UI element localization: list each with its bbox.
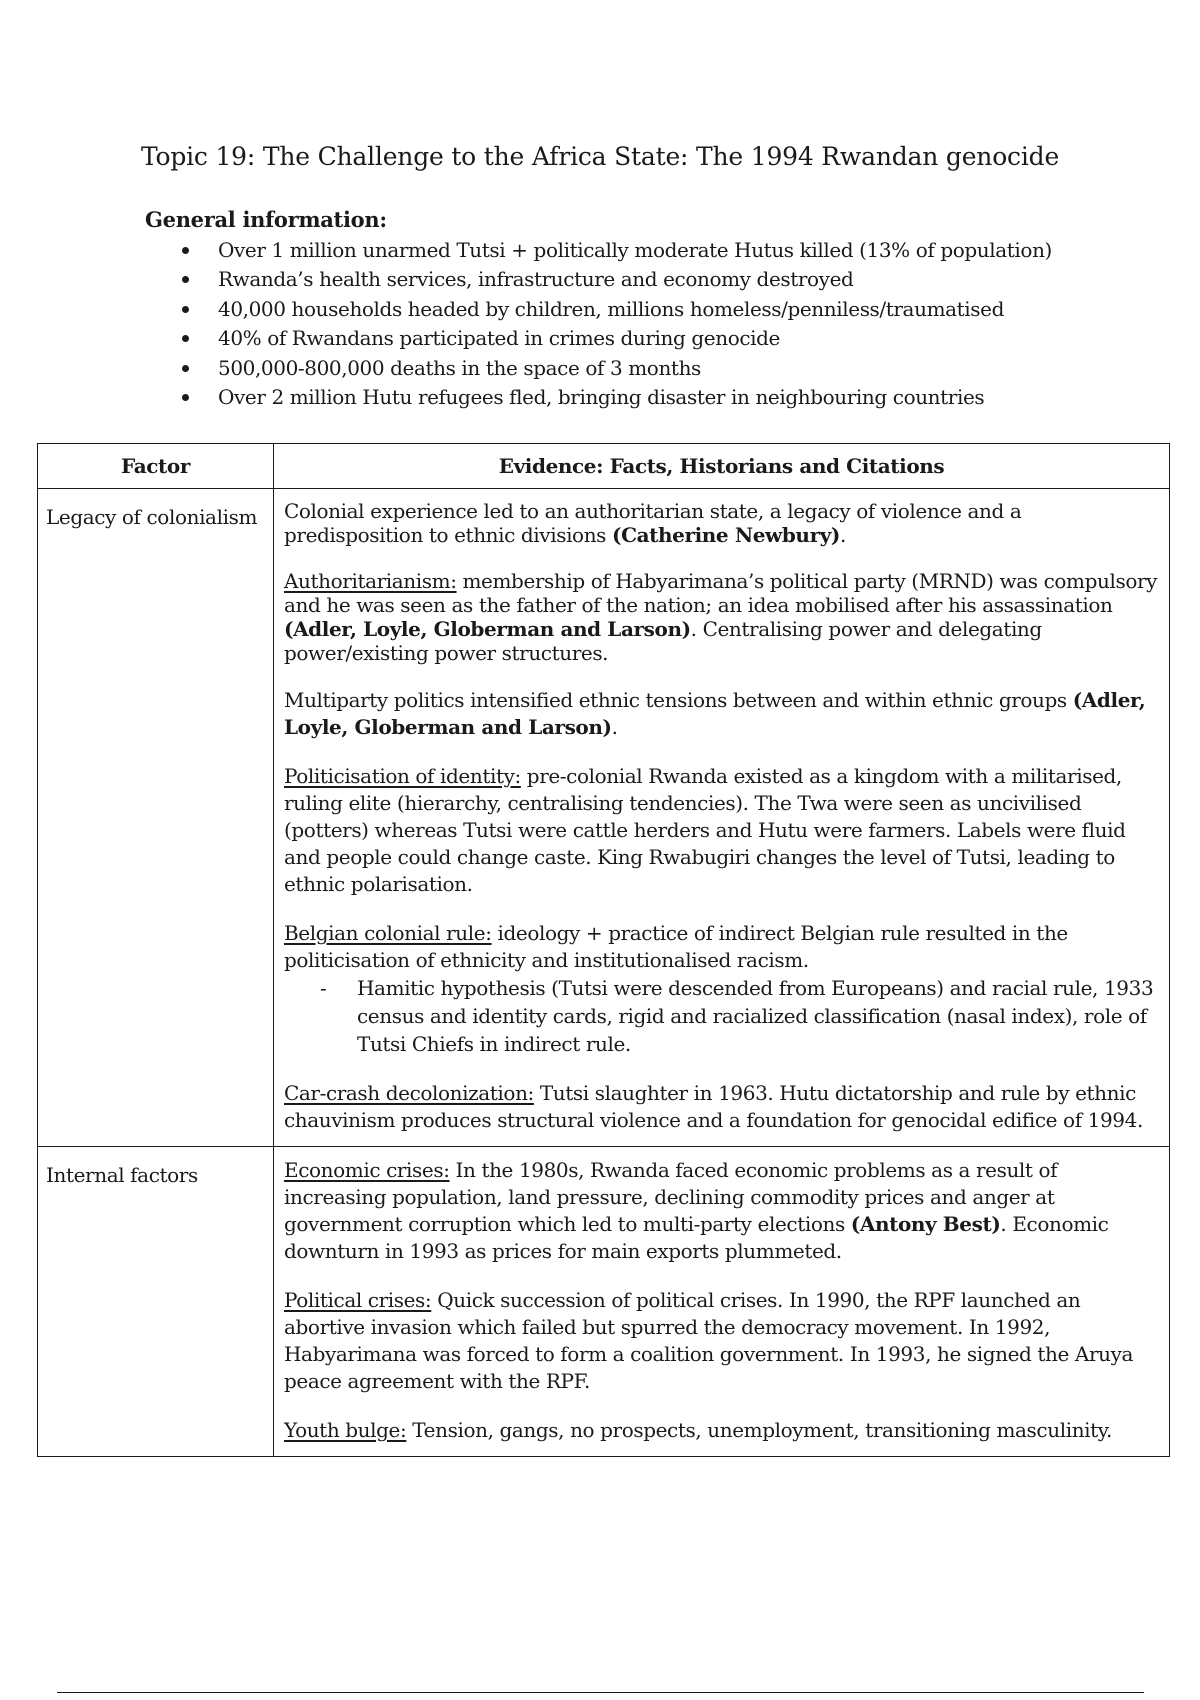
citation: (Antony Best) bbox=[850, 1212, 1001, 1236]
paragraph-text: Quick succession of political crises. In 1990, the RPF launched an abortive invasion which failed but spurred the democracy movement. In 1992, Habyarimana was forced to form a coalition government. In 1993, he signed the Aruya peace agreement with the RPF. bbox=[284, 1288, 1134, 1393]
bullet-icon bbox=[182, 247, 189, 254]
page-title: Topic 19: The Challenge to the Africa State: The 1994 Rwandan genocide bbox=[140, 142, 1060, 171]
table-row bbox=[38, 489, 1170, 1147]
evidence-paragraph bbox=[284, 1417, 1161, 1444]
paragraph-label: Car-crash decolonization: bbox=[284, 1081, 534, 1105]
list-item bbox=[178, 236, 1052, 265]
factors-table bbox=[37, 443, 1170, 1457]
bullet-icon bbox=[182, 306, 189, 313]
citation: (Adler, Loyle, Globerman and Larson) bbox=[284, 617, 691, 641]
general-information-heading: General information: bbox=[145, 207, 387, 232]
list-item bbox=[178, 324, 1052, 353]
evidence-paragraph bbox=[284, 687, 1161, 741]
citation: (Catherine Newbury) bbox=[612, 523, 840, 547]
paragraph-label: Belgian colonial rule: bbox=[284, 921, 492, 945]
list-item bbox=[178, 383, 1052, 412]
paragraph-label: Economic crises: bbox=[284, 1158, 450, 1182]
paragraph-text: membership of Habyarimana’s political party (MRND) was compulsory and he was seen as the father of the nation; an idea mobilised after his assassination bbox=[284, 569, 1158, 617]
evidence-cell bbox=[274, 489, 1170, 1147]
list-item-text: 40% of Rwandans participated in crimes during genocide bbox=[218, 326, 780, 351]
table-row bbox=[38, 1147, 1170, 1457]
bullet-icon bbox=[182, 365, 189, 372]
list-item-text: Over 1 million unarmed Tutsi + politically moderate Hutus killed (13% of population) bbox=[218, 238, 1052, 262]
list-item bbox=[178, 295, 1052, 324]
bullet-icon bbox=[182, 394, 189, 401]
evidence-paragraph bbox=[284, 920, 1161, 974]
paragraph-end: . Economic downturn in 1993 as prices for main exports plummeted. bbox=[284, 1212, 1109, 1263]
bullet-icon bbox=[182, 276, 189, 283]
evidence-column-header: Evidence: Facts, Historians and Citations bbox=[274, 444, 1170, 489]
general-information-list bbox=[178, 236, 1052, 412]
paragraph-text: pre-colonial Rwanda existed as a kingdom with a militarised, ruling elite (hierarchy, centralising tendencies). The Twa were seen as uncivilised (potters) whereas Tutsi were cattle herders and Hutu were farmers. Labels were fluid and people could change caste. King Rwabugiri changes the level of Tutsi, leading to ethnic polarisation. bbox=[284, 764, 1126, 896]
factor-cell: Legacy of colonialism bbox=[38, 489, 274, 1147]
paragraph-text: Colonial experience led to an authoritarian state, a legacy of violence and a predisposition to ethnic divisions bbox=[284, 499, 1022, 547]
list-item bbox=[178, 265, 1052, 294]
table-header-row bbox=[38, 444, 1170, 489]
paragraph-text: Multiparty politics intensified ethnic tensions between and within ethnic groups bbox=[284, 688, 1073, 712]
paragraph-end: . bbox=[611, 715, 618, 739]
factor-column-header: Factor bbox=[38, 444, 274, 489]
factor-cell: Internal factors bbox=[38, 1147, 274, 1457]
paragraph-text: ideology + practice of indirect Belgian rule resulted in the politicisation of ethnicity and institutionalised racism. bbox=[284, 921, 1068, 972]
paragraph-label: Political crises: bbox=[284, 1288, 432, 1312]
paragraph-text: Tutsi slaughter in 1963. Hutu dictatorship and rule by ethnic chauvinism produces structural violence and a foundation for genocidal edifice of 1994. bbox=[284, 1081, 1143, 1132]
evidence-paragraph bbox=[284, 1080, 1161, 1134]
evidence-paragraph bbox=[284, 1157, 1161, 1265]
evidence-cell bbox=[274, 1147, 1170, 1457]
list-item-text: Over 2 million Hutu refugees fled, bringing disaster in neighbouring countries bbox=[218, 384, 985, 409]
list-item-text: Rwanda’s health services, infrastructure and economy destroyed bbox=[218, 267, 854, 292]
footer-divider bbox=[57, 1692, 1144, 1693]
paragraph-label: Politicisation of identity: bbox=[284, 764, 521, 788]
sub-list-text: Hamitic hypothesis (Tutsi were descended from Europeans) and racial rule, 1933 census and identity cards, rigid and racialized classification (nasal index), role of Tutsi Chiefs in indirect rule. bbox=[357, 976, 1154, 1056]
evidence-paragraph bbox=[284, 1287, 1161, 1395]
paragraph-label: Authoritarianism: bbox=[284, 569, 457, 593]
paragraph-label: Youth bulge: bbox=[284, 1418, 407, 1442]
paragraph-text: In the 1980s, Rwanda faced economic problems as a result of increasing population, land pressure, declining commodity prices and anger at government corruption which led to multi-party elections bbox=[284, 1158, 1058, 1236]
paragraph-end: . Centralising power and delegating power/existing power structures. bbox=[284, 617, 1042, 665]
citation: (Adler, Loyle, Globerman and Larson) bbox=[284, 688, 1146, 739]
bullet-icon bbox=[182, 335, 189, 342]
sub-list-item bbox=[284, 974, 1161, 1058]
evidence-paragraph bbox=[284, 499, 1161, 547]
paragraph-end: . bbox=[840, 523, 846, 547]
evidence-paragraph bbox=[284, 763, 1161, 898]
dash-marker: - bbox=[320, 976, 327, 1000]
paragraph-text: Tension, gangs, no prospects, unemployment, transitioning masculinity. bbox=[406, 1418, 1113, 1442]
list-item-text: 500,000-800,000 deaths in the space of 3 months bbox=[218, 355, 701, 380]
evidence-paragraph bbox=[284, 569, 1161, 665]
list-item bbox=[178, 354, 1052, 383]
list-item-text: 40,000 households headed by children, millions homeless/penniless/traumatised bbox=[218, 296, 1004, 321]
